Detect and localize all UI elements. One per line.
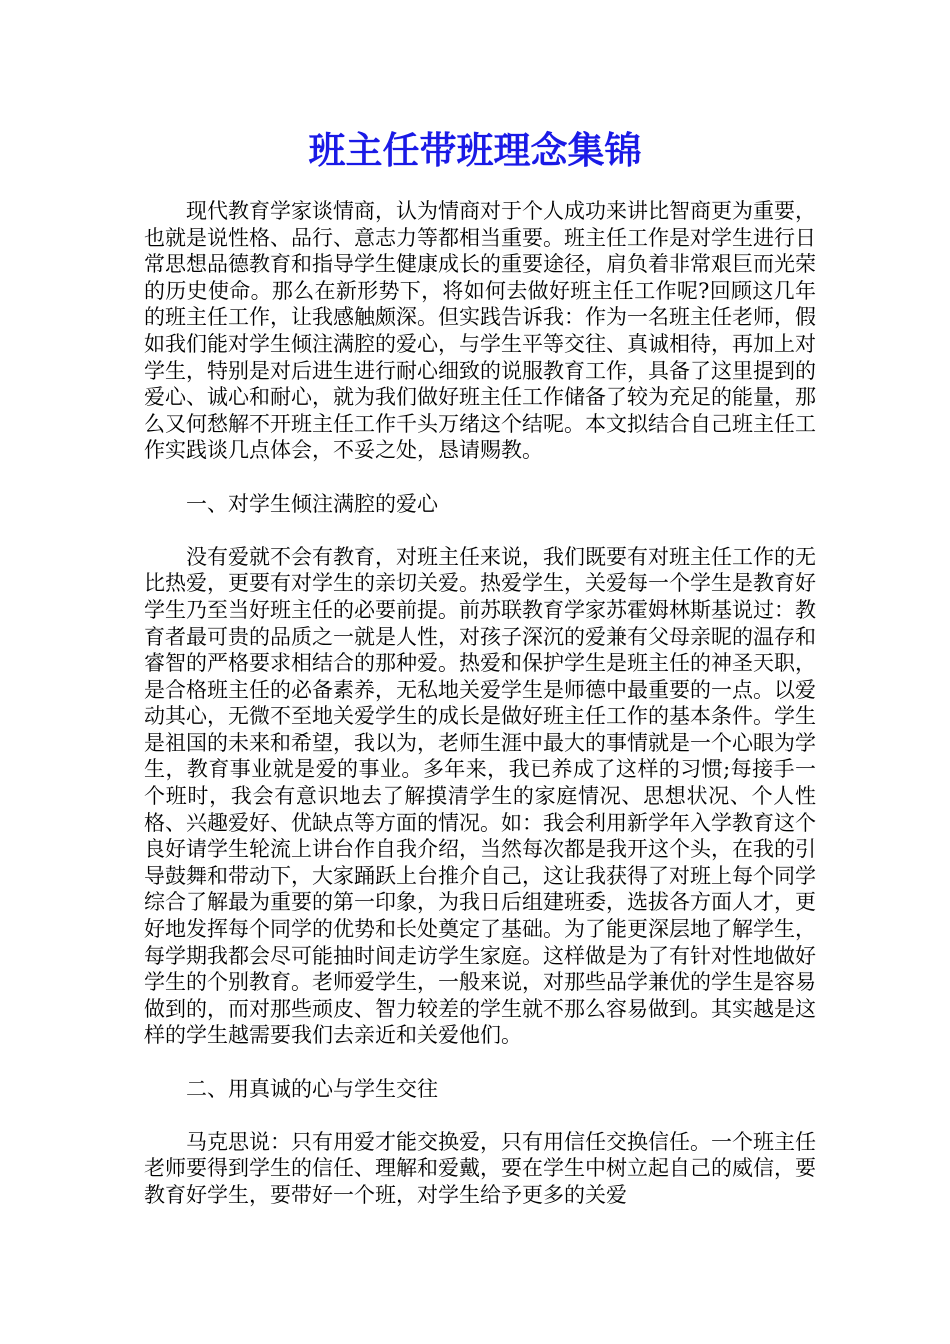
document-body [144, 198, 816, 1209]
document-title: 班主任带班理念集锦 [308, 128, 642, 172]
section-heading-1: 一、对学生倾注满腔的爱心 [186, 491, 438, 516]
paragraph-intro: 现代教育学家谈情商，认为情商对于个人成功来讲比智商更为重要，也就是说性格、品行、意志力等都相当重要。班主任工作是对学生进行日常思想品德教育和指导学生健康成长的重要途径，肩负着非常艰巨而光荣的历史使命。那么在新形势下，将如何去做好班主任工作呢?回顾这几年的班主任工作，让我感触颇深。但实践告诉我：作为一名班主任老师，假如我们能对学生倾注满腔的爱心，与学生平等交往、真诚相待，再加上对学生，特别是对后进生进行耐心细致的说服教育工作，具备了这里提到的爱心、诚心和耐心，就为我们做好班主任工作储备了较为充足的能量，那么又何愁解不开班主任工作千头万绪这个结呢。本文拟结合自己班主任工作实践谈几点体会，不妥之处，恳请赐教。 [144, 199, 816, 463]
paragraph-section-2: 马克思说：只有用爱才能交换爱，只有用信任交换信任。一个班主任老师要得到学生的信任、理解和爱戴，要在学生中树立起自己的威信，要教育好学生，要带好一个班，对学生给予更多的关爱 [144, 1129, 816, 1207]
section-heading-2: 二、用真诚的心与学生交往 [186, 1076, 438, 1101]
paragraph-section-1: 没有爱就不会有教育，对班主任来说，我们既要有对班主任工作的无比热爱，更要有对学生的亲切关爱。热爱学生，关爱每一个学生是教育好学生乃至当好班主任的必要前提。前苏联教育学家苏霍姆林斯基说过：教育者最可贵的品质之一就是人性，对孩子深沉的爱兼有父母亲昵的温存和睿智的严格要求相结合的那种爱。热爱和保护学生是班主任的神圣天职，是合格班主任的必备素养，无私地关爱学生是师德中最重要的一点。以爱动其心，无微不至地关爱学生的成长是做好班主任工作的基本条件。学生是祖国的未来和希望，我以为，老师生涯中最大的事情就是一个心眼为学生，教育事业就是爱的事业。多年来，我已养成了这样的习惯;每接手一个班时，我会有意识地去了解摸清学生的家庭情况、思想状况、个人性格、兴趣爱好、优缺点等方面的情况。如：我会利用新学年入学教育这个良好请学生轮流上讲台作自我介绍，当然每次都是我开这个头，在我的引导鼓舞和带动下，大家踊跃上台推介自己，这让我获得了对班上每个同学综合了解最为重要的第一印象，为我日后组建班委，选拔各方面人才，更好地发挥每个同学的优势和长处奠定了基础。为了能更深层地了解学生，每学期我都会尽可能抽时间走访学生家庭。这样做是为了有针对性地做好学生的个别教育。老师爱学生，一般来说，对那些品学兼优的学生是容易做到的，而对那些顽皮、智力较差的学生就不那么容易做到。其实越是这样的学生越需要我们去亲近和关爱他们。 [144, 544, 816, 1048]
